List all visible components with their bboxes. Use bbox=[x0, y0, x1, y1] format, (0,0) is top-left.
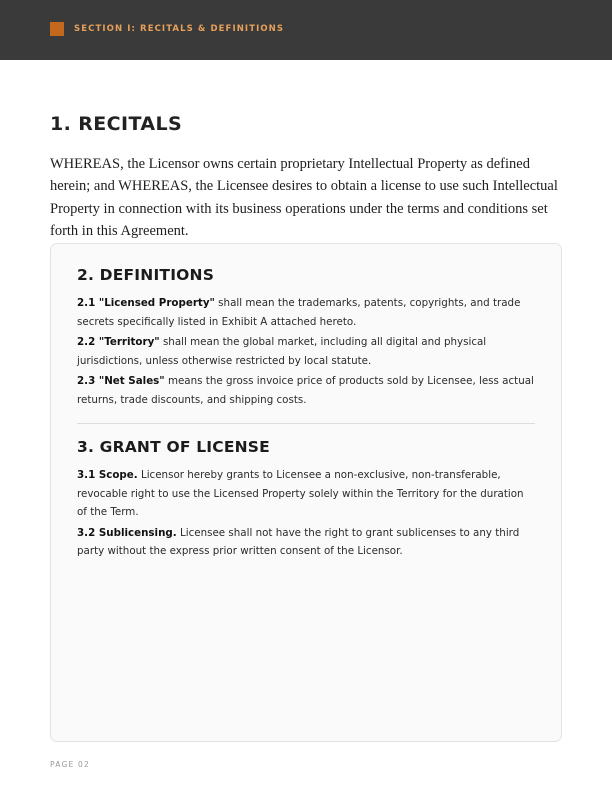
clause-3-2 bbox=[77, 524, 535, 561]
clause-3-1 bbox=[77, 466, 535, 522]
clause-3-2-text: Licensee shall not have the right to grant sublicenses to any third party without the express prior written consent of the Licensor. bbox=[77, 526, 520, 557]
definitions-card bbox=[50, 243, 562, 742]
page-footer: PAGE 02 bbox=[50, 760, 90, 769]
clause-2-3-text: means the gross invoice price of products sold by Licensee, less actual returns, trade discounts, and shipping costs. bbox=[77, 375, 534, 406]
clause-2-3-lead: 2.3 "Net Sales" bbox=[77, 375, 165, 387]
clause-3-1-text: Licensor hereby grants to Licensee a non-exclusive, non-transferable, revocable right to use the Licensed Property solely within the Territory for the duration of the Term. bbox=[77, 469, 524, 518]
page-title: 1. RECITALS bbox=[50, 112, 183, 135]
accent-square-icon bbox=[50, 22, 64, 36]
header-band-content bbox=[50, 22, 284, 36]
clause-2-1-text: shall mean the trademarks, patents, copyrights, and trade secrets specifically listed in Exhibit A attached hereto. bbox=[77, 297, 521, 328]
definitions-heading: 2. DEFINITIONS bbox=[77, 266, 215, 284]
header-band bbox=[0, 0, 612, 60]
clause-2-2-text: shall mean the global market, including all digital and physical jurisdictions, unless otherwise restricted by local statute. bbox=[77, 336, 487, 367]
clause-2-3 bbox=[77, 372, 535, 409]
card-divider bbox=[77, 423, 535, 424]
intro-paragraph: WHEREAS, the Licensor owns certain proprietary Intellectual Property as defined herein; and WHEREAS, the Licensee desires to obtain a license to use such Intellectual Property in connection with its business operations under the terms and conditions set forth in this Agreement. bbox=[50, 155, 558, 239]
page-content bbox=[0, 60, 612, 792]
clause-3-1-lead: 3.1 Scope. bbox=[77, 469, 138, 481]
card-inner bbox=[51, 244, 561, 561]
clause-2-2-lead: 2.2 "Territory" bbox=[77, 336, 160, 348]
grant-heading: 3. GRANT OF LICENSE bbox=[77, 438, 270, 456]
clause-2-1 bbox=[77, 294, 535, 331]
clause-3-2-lead: 3.2 Sublicensing. bbox=[77, 526, 177, 539]
clause-2-2 bbox=[77, 333, 535, 370]
section-label: SECTION I: RECITALS & DEFINITIONS bbox=[74, 24, 285, 34]
clause-2-1-lead: 2.1 "Licensed Property" bbox=[77, 297, 215, 309]
